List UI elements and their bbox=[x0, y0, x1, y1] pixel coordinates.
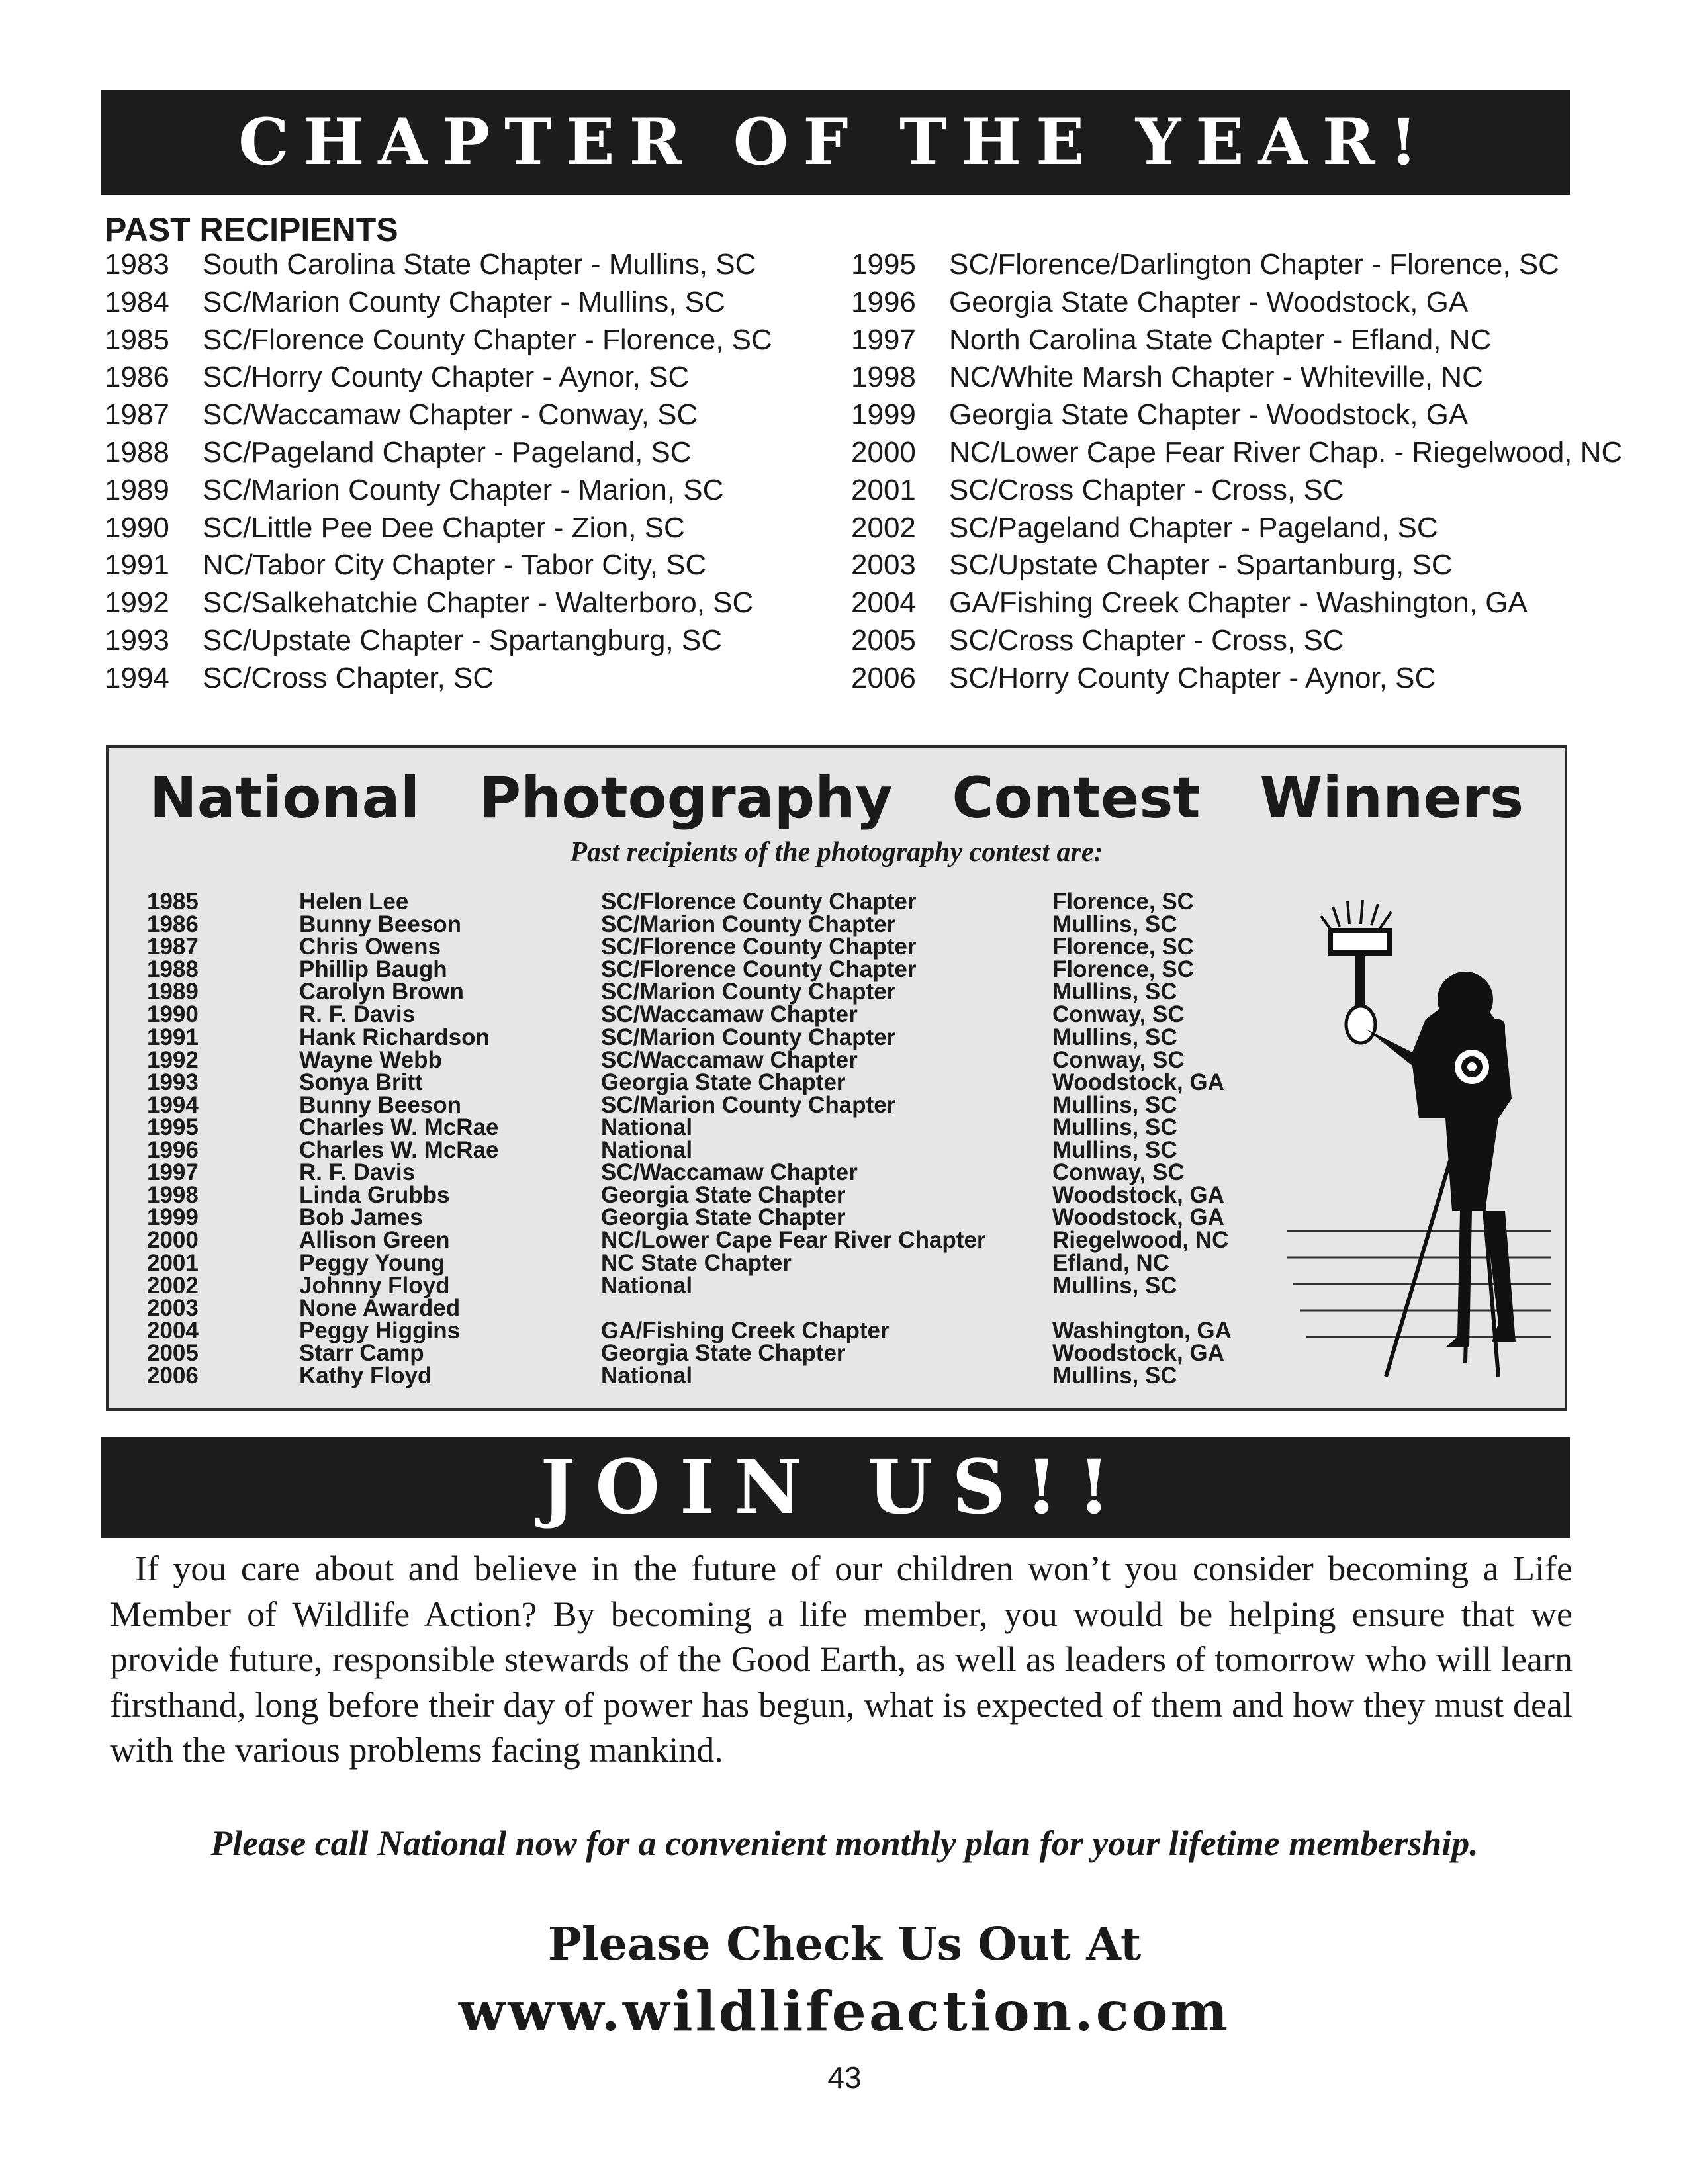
winner-location: Florence, SC bbox=[1052, 956, 1194, 983]
recipient-chapter: Georgia State Chapter - Woodstock, GA bbox=[949, 398, 1469, 432]
winner-location: Florence, SC bbox=[1052, 889, 1194, 915]
winner-chapter: NC/Lower Cape Fear River Chapter bbox=[601, 1227, 986, 1253]
photo-contest-subtitle: Past recipients of the photography contest are: bbox=[570, 837, 1103, 868]
winner-name: Charles W. McRae bbox=[299, 1114, 499, 1140]
winner-location: Efland, NC bbox=[1052, 1250, 1169, 1276]
winner-chapter: SC/Florence County Chapter bbox=[601, 956, 917, 983]
winner-chapter: NC State Chapter bbox=[601, 1250, 792, 1276]
winner-name: Helen Lee bbox=[299, 889, 409, 915]
recipient-chapter: SC/Marion County Chapter - Marion, SC bbox=[203, 473, 724, 506]
recipient-chapter: SC/Florence/Darlington Chapter - Florence, SC bbox=[949, 248, 1559, 281]
winner-name: Chris Owens bbox=[299, 934, 441, 960]
winner-chapter: SC/Florence County Chapter bbox=[601, 934, 917, 960]
recipient-chapter: SC/Waccamaw Chapter - Conway, SC bbox=[203, 398, 698, 432]
winner-location: Mullins, SC bbox=[1052, 1137, 1177, 1163]
join-paragraph: If you care about and believe in the future of our children won’t you consider becoming a Life Member of Wildlife Action? By becoming a life member, you would be helping ensure that we provide future, responsible stewards of the Good Earth, as well as leaders of tomorrow who will learn firsthand, long before their day of power has begun, what is expected of them and how they must deal with the various problems facing mankind. bbox=[110, 1549, 1573, 1770]
winner-chapter: SC/Waccamaw Chapter bbox=[601, 1160, 858, 1186]
recipient-row bbox=[105, 396, 772, 434]
recipient-year: 2004 bbox=[851, 586, 916, 619]
winner-chapter: SC/Marion County Chapter bbox=[601, 979, 896, 1005]
winner-location: Washington, GA bbox=[1052, 1317, 1232, 1343]
recipient-year: 2005 bbox=[851, 623, 916, 657]
membership-call-line: Please call National now for a convenient monthly plan for your lifetime membership. bbox=[210, 1823, 1479, 1863]
recipient-year: 2006 bbox=[851, 661, 916, 694]
recipient-chapter: GA/Fishing Creek Chapter - Washington, GA bbox=[949, 586, 1528, 619]
winner-chapter: SC/Florence County Chapter bbox=[601, 889, 917, 915]
recipient-year: 1992 bbox=[105, 586, 169, 619]
recipient-year: 2002 bbox=[851, 511, 916, 544]
past-recipients-heading: PAST RECIPIENTS bbox=[105, 211, 398, 248]
winner-name: Wayne Webb bbox=[299, 1046, 442, 1073]
winner-name: None Awarded bbox=[299, 1295, 461, 1321]
recipient-row bbox=[105, 322, 772, 359]
recipient-year: 1985 bbox=[105, 323, 169, 356]
recipient-year: 1997 bbox=[851, 323, 916, 356]
recipient-year: 2003 bbox=[851, 549, 916, 582]
recipient-year: 1987 bbox=[105, 398, 169, 432]
recipient-year: 1999 bbox=[851, 398, 916, 432]
winners-chapter-column bbox=[601, 891, 986, 1387]
winner-name: Charles W. McRae bbox=[299, 1137, 499, 1163]
winner-year: 1999 bbox=[147, 1205, 199, 1231]
winner-location: Conway, SC bbox=[1052, 1046, 1185, 1073]
winner-year: 1991 bbox=[147, 1024, 199, 1050]
recipient-row bbox=[851, 434, 1622, 472]
winner-chapter: SC/Marion County Chapter bbox=[601, 1091, 896, 1118]
winners-year-column bbox=[147, 891, 199, 1387]
winner-year: 1993 bbox=[147, 1069, 199, 1095]
recipient-row bbox=[105, 472, 772, 510]
winner-chapter: SC/Marion County Chapter bbox=[601, 911, 896, 938]
winner-year: 1989 bbox=[147, 979, 199, 1005]
winner-location: Mullins, SC bbox=[1052, 911, 1177, 938]
recipient-chapter: SC/Little Pee Dee Chapter - Zion, SC bbox=[203, 511, 685, 544]
winner-location: Conway, SC bbox=[1052, 1001, 1185, 1028]
recipient-row bbox=[105, 434, 772, 472]
recipient-year: 1993 bbox=[105, 623, 169, 657]
winner-name: R. F. Davis bbox=[299, 1001, 416, 1028]
recipient-year: 1994 bbox=[105, 661, 169, 694]
recipient-chapter: Georgia State Chapter - Woodstock, GA bbox=[949, 285, 1469, 318]
winner-location: Mullins, SC bbox=[1052, 1114, 1177, 1140]
winner-year: 2006 bbox=[147, 1362, 199, 1388]
winner-chapter: SC/Marion County Chapter bbox=[601, 1024, 896, 1050]
winner-year: 1995 bbox=[147, 1114, 199, 1140]
winner-name: Peggy Young bbox=[299, 1250, 445, 1276]
winner-chapter: National bbox=[601, 1137, 693, 1163]
recipient-row bbox=[851, 547, 1622, 584]
recipient-year: 1996 bbox=[851, 285, 916, 318]
recipient-chapter: SC/Pageland Chapter - Pageland, SC bbox=[203, 435, 692, 469]
recipient-year: 1998 bbox=[851, 361, 916, 394]
winner-chapter: National bbox=[601, 1362, 693, 1388]
chapter-of-the-year-banner: CHAPTER OF THE YEAR! bbox=[101, 90, 1570, 195]
winner-location: Mullins, SC bbox=[1052, 1091, 1177, 1118]
recipient-year: 1989 bbox=[105, 473, 169, 506]
recipient-chapter: SC/Horry County Chapter - Aynor, SC bbox=[203, 361, 690, 394]
recipient-chapter: SC/Cross Chapter - Cross, SC bbox=[949, 473, 1344, 506]
recipient-row bbox=[851, 246, 1622, 284]
winner-year: 2004 bbox=[147, 1317, 199, 1343]
winner-year: 1987 bbox=[147, 934, 199, 960]
winner-chapter: Georgia State Chapter bbox=[601, 1205, 846, 1231]
recipient-year: 1986 bbox=[105, 361, 169, 394]
recipient-row bbox=[105, 584, 772, 622]
recipient-chapter: SC/Cross Chapter, SC bbox=[203, 661, 494, 694]
recipient-row bbox=[105, 547, 772, 584]
check-us-out-line: Please Check Us Out At bbox=[547, 1918, 1142, 1971]
recipient-row bbox=[851, 359, 1622, 396]
winner-chapter: National bbox=[601, 1114, 693, 1140]
winner-year: 2000 bbox=[147, 1227, 199, 1253]
winner-chapter: SC/Waccamaw Chapter bbox=[601, 1046, 858, 1073]
winner-location: Woodstock, GA bbox=[1052, 1182, 1224, 1208]
winner-year: 2005 bbox=[147, 1340, 199, 1366]
photographer-icon bbox=[1287, 900, 1551, 1390]
winner-location: Mullins, SC bbox=[1052, 1024, 1177, 1050]
recipient-year: 1984 bbox=[105, 285, 169, 318]
winner-name: Johnny Floyd bbox=[299, 1272, 450, 1298]
recipient-row bbox=[105, 622, 772, 660]
recipient-year: 2001 bbox=[851, 473, 916, 506]
recipient-chapter: NC/Lower Cape Fear River Chap. - Riegelwood, NC bbox=[949, 435, 1623, 469]
recipient-chapter: SC/Upstate Chapter - Spartanburg, SC bbox=[949, 549, 1453, 582]
winner-year: 2002 bbox=[147, 1272, 199, 1298]
photo-contest-title: National Photography Contest Winners bbox=[149, 765, 1524, 831]
recipient-row bbox=[851, 584, 1622, 622]
recipient-row bbox=[105, 660, 772, 698]
recipient-year: 1995 bbox=[851, 248, 916, 281]
photo-contest-panel bbox=[106, 745, 1567, 1411]
recipient-chapter: SC/Horry County Chapter - Aynor, SC bbox=[949, 661, 1436, 694]
winner-location: Mullins, SC bbox=[1052, 1272, 1177, 1298]
winner-location: Mullins, SC bbox=[1052, 979, 1177, 1005]
recipient-chapter: NC/Tabor City Chapter - Tabor City, SC bbox=[203, 549, 707, 582]
recipient-chapter: SC/Marion County Chapter - Mullins, SC bbox=[203, 285, 725, 318]
winner-name: Phillip Baugh bbox=[299, 956, 447, 983]
recipient-chapter: NC/White Marsh Chapter - Whiteville, NC bbox=[949, 361, 1483, 394]
website-url[interactable]: www.wildlifeaction.com bbox=[458, 1980, 1231, 2044]
winner-name: Bob James bbox=[299, 1205, 423, 1231]
recipient-row bbox=[851, 660, 1622, 698]
winner-chapter bbox=[601, 1297, 986, 1320]
winner-name: Bunny Beeson bbox=[299, 911, 462, 938]
recipient-chapter: SC/Upstate Chapter - Spartangburg, SC bbox=[203, 623, 723, 657]
recipients-list-left bbox=[105, 246, 772, 698]
join-us-banner: JOIN US!! bbox=[101, 1437, 1570, 1538]
recipient-year: 1988 bbox=[105, 435, 169, 469]
recipient-row bbox=[105, 284, 772, 322]
recipient-row bbox=[851, 322, 1622, 359]
winner-year: 1996 bbox=[147, 1137, 199, 1163]
winner-location: Conway, SC bbox=[1052, 1160, 1185, 1186]
winner-chapter: Georgia State Chapter bbox=[601, 1069, 846, 1095]
winner-chapter: Georgia State Chapter bbox=[601, 1182, 846, 1208]
recipient-chapter: SC/Pageland Chapter - Pageland, SC bbox=[949, 511, 1438, 544]
winner-location: Woodstock, GA bbox=[1052, 1205, 1224, 1231]
recipient-row bbox=[105, 359, 772, 396]
page-number: 43 bbox=[827, 2060, 862, 2095]
winner-year: 1985 bbox=[147, 889, 199, 915]
winners-name-column bbox=[299, 891, 499, 1387]
winner-name: Allison Green bbox=[299, 1227, 450, 1253]
winner-location: Woodstock, GA bbox=[1052, 1340, 1224, 1366]
winner-year: 1994 bbox=[147, 1091, 199, 1118]
winner-location: Florence, SC bbox=[1052, 934, 1194, 960]
winner-location: Mullins, SC bbox=[1052, 1362, 1177, 1388]
winner-location bbox=[1052, 1297, 1232, 1320]
recipient-chapter: SC/Cross Chapter - Cross, SC bbox=[949, 623, 1344, 657]
recipient-row bbox=[851, 510, 1622, 547]
winner-name: Kathy Floyd bbox=[299, 1362, 432, 1388]
recipient-row bbox=[851, 396, 1622, 434]
winner-year: 1986 bbox=[147, 911, 199, 938]
recipient-chapter: North Carolina State Chapter - Efland, NC bbox=[949, 323, 1492, 356]
recipients-list-right bbox=[851, 246, 1622, 698]
winner-chapter: GA/Fishing Creek Chapter bbox=[601, 1317, 890, 1343]
winner-chapter: Georgia State Chapter bbox=[601, 1340, 846, 1366]
recipient-year: 2000 bbox=[851, 435, 916, 469]
winner-name: Carolyn Brown bbox=[299, 979, 464, 1005]
winner-name: Bunny Beeson bbox=[299, 1091, 462, 1118]
winner-location: Riegelwood, NC bbox=[1052, 1227, 1229, 1253]
winner-year: 1990 bbox=[147, 1001, 199, 1028]
recipient-row bbox=[851, 284, 1622, 322]
winner-year: 1998 bbox=[147, 1182, 199, 1208]
winner-chapter: SC/Waccamaw Chapter bbox=[601, 1001, 858, 1028]
winner-name: Sonya Britt bbox=[299, 1069, 423, 1095]
winner-year: 1997 bbox=[147, 1160, 199, 1186]
winner-name: Linda Grubbs bbox=[299, 1182, 450, 1208]
winner-year: 2003 bbox=[147, 1295, 199, 1321]
recipient-chapter: South Carolina State Chapter - Mullins, SC bbox=[203, 248, 756, 281]
recipient-year: 1983 bbox=[105, 248, 169, 281]
recipient-chapter: SC/Florence County Chapter - Florence, SC bbox=[203, 323, 772, 356]
recipient-year: 1990 bbox=[105, 511, 169, 544]
recipient-chapter: SC/Salkehatchie Chapter - Walterboro, SC bbox=[203, 586, 754, 619]
winner-name: Starr Camp bbox=[299, 1340, 424, 1366]
winner-year: 1988 bbox=[147, 956, 199, 983]
recipient-row bbox=[105, 510, 772, 547]
recipient-year: 1991 bbox=[105, 549, 169, 582]
recipient-row bbox=[851, 622, 1622, 660]
winner-year: 2001 bbox=[147, 1250, 199, 1276]
winner-year: 1992 bbox=[147, 1046, 199, 1073]
recipient-row bbox=[851, 472, 1622, 510]
winner-name: R. F. Davis bbox=[299, 1160, 416, 1186]
winner-name: Peggy Higgins bbox=[299, 1317, 461, 1343]
winner-location: Woodstock, GA bbox=[1052, 1069, 1224, 1095]
winner-name: Hank Richardson bbox=[299, 1024, 490, 1050]
recipient-row bbox=[105, 246, 772, 284]
winner-chapter: National bbox=[601, 1272, 693, 1298]
winners-location-column bbox=[1052, 891, 1232, 1387]
